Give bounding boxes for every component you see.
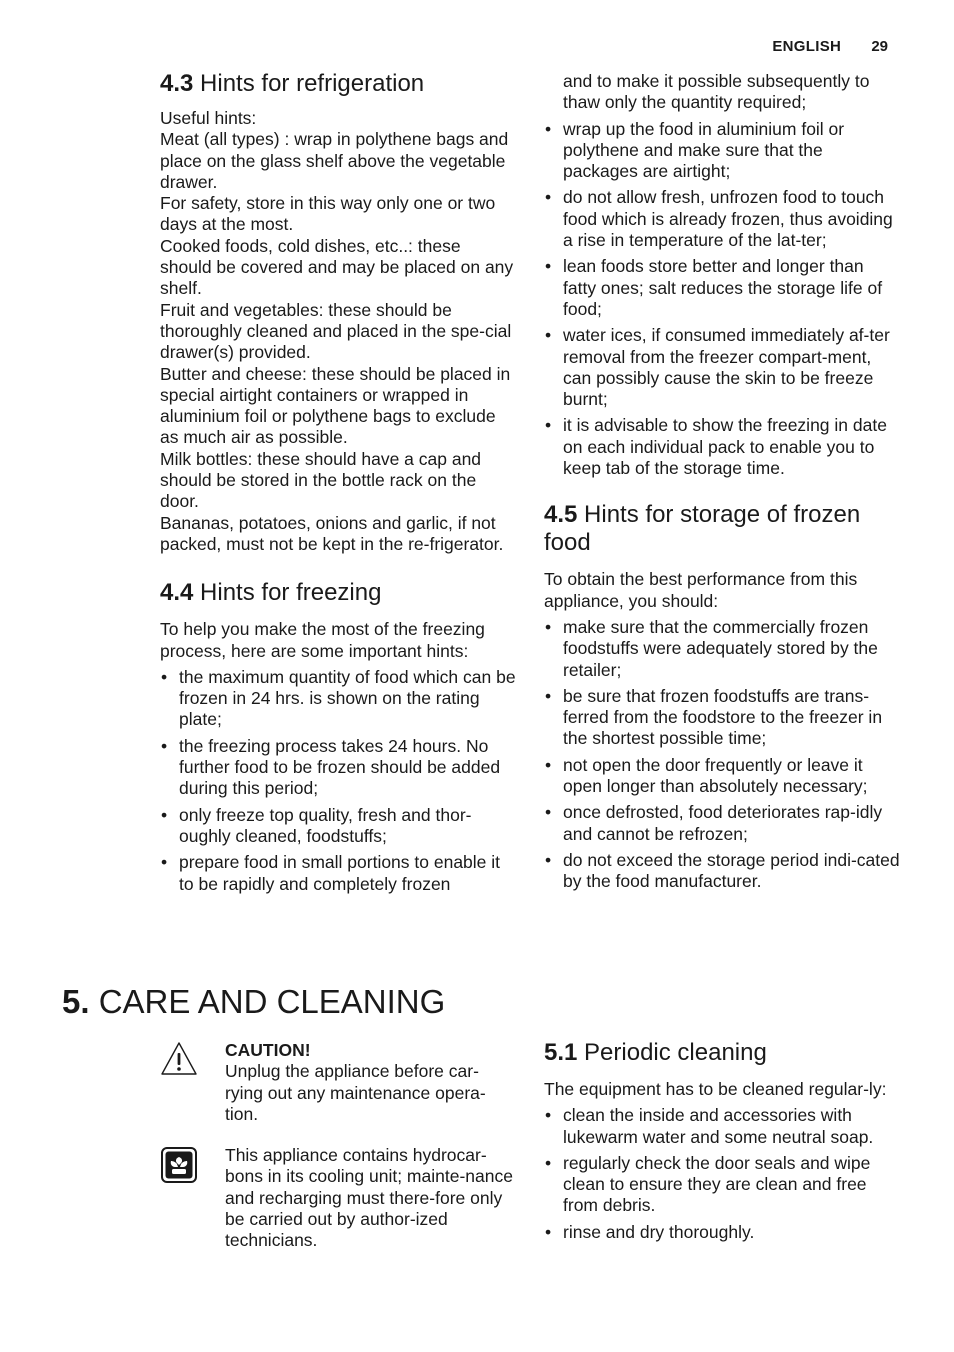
list-item: • make sure that the commercially frozen foodstuffs were adequately stored by the retailer;: [544, 617, 900, 681]
paragraph: Bananas, potatoes, onions and garlic, if not packed, must not be kept in the re-frigerator.: [160, 512, 504, 554]
paragraph: Butter and cheese: these should be placed in special airtight containers or wrapped in aluminium foil or polythene bags to exclude as much air as possible.: [160, 363, 511, 448]
chapter-title: CARE AND CLEANING: [98, 983, 446, 1020]
page-header: [772, 38, 888, 55]
paragraph: Cooked foods, cold dishes, etc..: these should be covered and may be placed on any shelf.: [160, 235, 514, 299]
hydrocarbon-notice: [160, 1145, 516, 1255]
bullet-list: [544, 617, 900, 893]
caution-title: CAUTION!: [225, 1040, 311, 1060]
paragraph: Fruit and vegetables: these should be thoroughly cleaned and placed in the spe-cial drawer(s) provided.: [160, 299, 512, 363]
list-item: • do not exceed the storage period indi-cated by the food manufacturer.: [544, 850, 900, 893]
paragraph: Useful hints:: [160, 108, 257, 128]
list-item: • only freeze top quality, fresh and thor-oughly cleaned, foodstuffs;: [160, 805, 516, 848]
left-column: [160, 70, 516, 900]
section-4-3-body: [160, 108, 516, 555]
list-item: • the freezing process takes 24 hours. No further food to be frozen should be added during this period;: [160, 736, 516, 800]
section-number: 4.5: [544, 501, 578, 529]
right-column: [544, 71, 900, 898]
section-title: Hints for storage of frozen food: [544, 501, 861, 557]
bullet-list: [544, 1105, 900, 1243]
chapter-5-heading: [62, 982, 445, 1022]
bullet-list: [544, 119, 900, 480]
list-item: • rinse and dry thoroughly.: [544, 1222, 900, 1243]
list-item: • wrap up the food in aluminium foil or polythene and make sure that the packages are airtight;: [544, 119, 900, 183]
section-4-5-heading: [544, 501, 900, 557]
section-intro: The equipment has to be cleaned regular-ly:: [544, 1079, 887, 1099]
section-intro: To help you make the most of the freezing process, here are some important hints:: [160, 619, 485, 661]
list-item: • water ices, if consumed immediately af-ter removal from the freezer compart-ment, can possibly cause the skin to be freeze burnt;: [544, 325, 900, 410]
paragraph: For safety, store in this way only one or two days at the most.: [160, 193, 496, 235]
warning-triangle-icon: [160, 1040, 198, 1078]
page-number: 29: [871, 38, 888, 55]
list-item: • regularly check the door seals and wipe clean to ensure they are clean and free from debris.: [544, 1153, 900, 1217]
section-number: 4.3: [160, 70, 194, 97]
hydrocarbon-message: This appliance contains hydrocar-bons in its cooling unit; mainte-nance and recharging must there-fore only be carried out by author-ized technicians.: [225, 1145, 513, 1251]
bullet-list: [160, 667, 516, 895]
section-5-1: [544, 1039, 900, 1248]
paragraph: Milk bottles: these should have a cap and should be stored in the bottle rack on the door.: [160, 448, 482, 512]
hydrocarbon-text: [225, 1145, 515, 1251]
list-item: • it is advisable to show the freezing in date on each individual pack to enable you to keep tab of the storage time.: [544, 415, 900, 479]
list-item: • prepare food in small portions to enable it to be rapidly and completely frozen: [160, 852, 516, 895]
list-item: • do not allow fresh, unfrozen food to touch food which is already frozen, thus avoiding a rise in temperature of the lat-ter;: [544, 187, 900, 251]
section-number: 4.4: [160, 579, 194, 607]
header-language: ENGLISH: [772, 38, 842, 55]
chapter-number: 5.: [62, 983, 90, 1020]
paragraph: Meat (all types) : wrap in polythene bags and place on the glass shelf above the vegetable drawer.: [160, 129, 509, 192]
list-item: • the maximum quantity of food which can be frozen in 24 hrs. is shown on the rating plate;: [160, 667, 516, 731]
section-4-4-heading: [160, 579, 516, 607]
section-intro: To obtain the best performance from this appliance, you should:: [544, 569, 858, 611]
list-item: • once defrosted, food deteriorates rap-idly and cannot be refrozen;: [544, 802, 900, 845]
section-title: Periodic cleaning: [584, 1039, 767, 1066]
caution-message: Unplug the appliance before car-rying out any maintenance opera-tion.: [225, 1061, 486, 1124]
caution-notice: [160, 1040, 516, 1130]
section-title: Hints for refrigeration: [200, 70, 425, 97]
section-title: Hints for freezing: [200, 579, 382, 607]
list-item: • clean the inside and accessories with lukewarm water and some neutral soap.: [544, 1105, 900, 1148]
hydrocarbon-safety-icon: [160, 1146, 198, 1184]
section-number: 5.1: [544, 1039, 578, 1066]
list-item: • lean foods store better and longer than fatty ones; salt reduces the storage life of food;: [544, 256, 900, 320]
section-5-1-heading: [544, 1039, 900, 1067]
list-item: • not open the door frequently or leave it open longer than absolutely necessary;: [544, 755, 900, 798]
section-4-3-heading: [160, 70, 516, 98]
caution-text: [225, 1040, 515, 1125]
bullet-continuation: and to make it possible subsequently to thaw only the quantity required;: [563, 71, 870, 113]
list-item: • be sure that frozen foodstuffs are trans-ferred from the foodstore to the freezer in the shortest possible time;: [544, 686, 900, 750]
